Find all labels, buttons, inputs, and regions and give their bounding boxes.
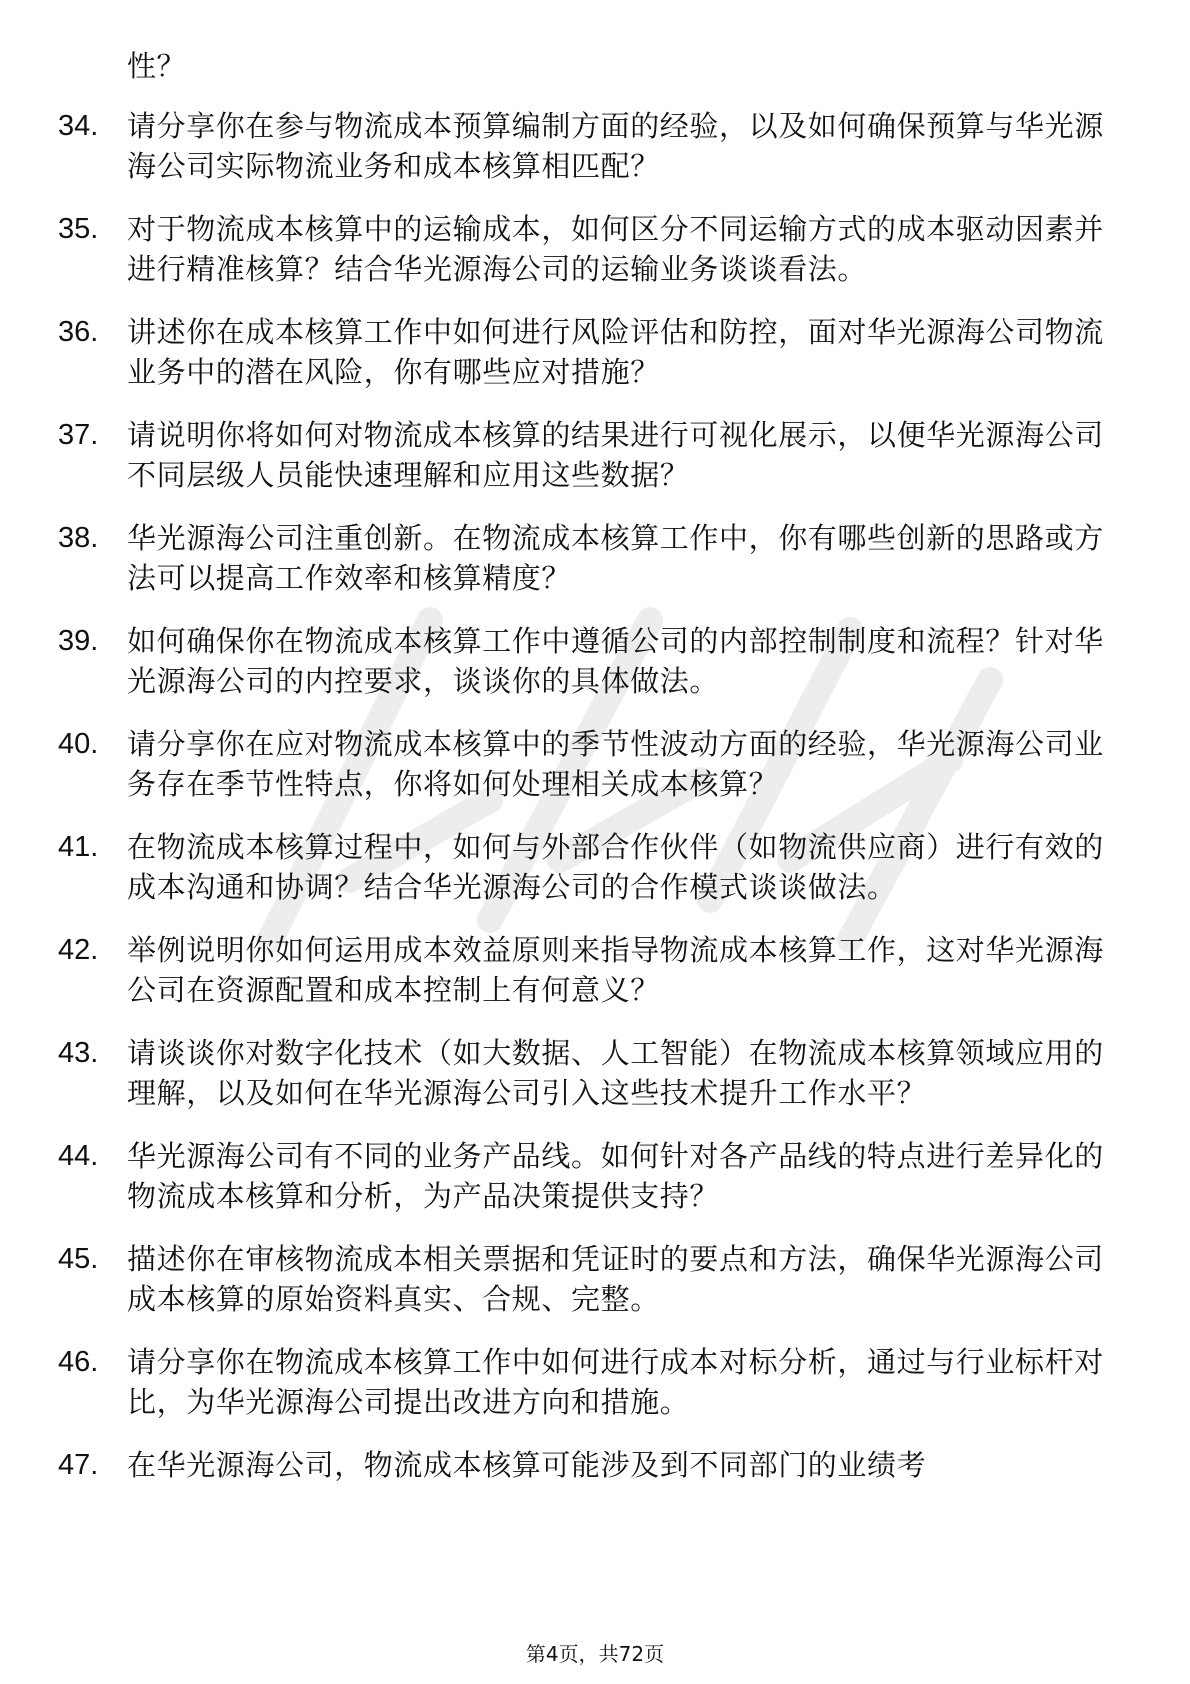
question-number: 34. <box>58 110 99 142</box>
question-item <box>58 1136 1138 1216</box>
question-item <box>58 724 1138 804</box>
question-item <box>58 106 1138 186</box>
question-number: 44. <box>58 1140 99 1172</box>
question-number: 35. <box>58 213 99 245</box>
question-text: 请分享你在参与物流成本预算编制方面的经验，以及如何确保预算与华光源海公司实际物流业务和成本核算相匹配？ <box>127 109 1104 183</box>
question-text: 在华光源海公司，物流成本核算可能涉及到不同部门的业绩考 <box>127 1448 927 1482</box>
question-item <box>58 930 1138 1010</box>
question-text: 讲述你在成本核算工作中如何进行风险评估和防控，面对华光源海公司物流业务中的潜在风险，你有哪些应对措施？ <box>127 315 1104 389</box>
question-number: 38. <box>58 522 99 554</box>
question-text: 请说明你将如何对物流成本核算的结果进行可视化展示，以便华光源海公司不同层级人员能快速理解和应用这些数据？ <box>127 418 1104 492</box>
question-number: 46. <box>58 1346 99 1378</box>
question-text: 华光源海公司注重创新。在物流成本核算工作中，你有哪些创新的思路或方法可以提高工作效率和核算精度？ <box>127 521 1104 595</box>
question-text: 请分享你在物流成本核算工作中如何进行成本对标分析，通过与行业标杆对比，为华光源海公司提出改进方向和措施。 <box>127 1345 1104 1419</box>
question-number: 47. <box>58 1449 99 1481</box>
question-number: 41. <box>58 831 99 863</box>
question-text: 如何确保你在物流成本核算工作中遵循公司的内部控制制度和流程？针对华光源海公司的内控要求，谈谈你的具体做法。 <box>127 624 1104 698</box>
question-item <box>58 415 1138 495</box>
question-number: 42. <box>58 934 99 966</box>
question-number: 37. <box>58 419 99 451</box>
question-number: 36. <box>58 316 99 348</box>
question-item <box>58 1445 1138 1485</box>
question-text: 在物流成本核算过程中，如何与外部合作伙伴（如物流供应商）进行有效的成本沟通和协调？结合华光源海公司的合作模式谈谈做法。 <box>127 830 1104 904</box>
question-text: 华光源海公司有不同的业务产品线。如何针对各产品线的特点进行差异化的物流成本核算和分析，为产品决策提供支持？ <box>127 1139 1104 1213</box>
question-item <box>58 621 1138 701</box>
question-text: 举例说明你如何运用成本效益原则来指导物流成本核算工作，这对华光源海公司在资源配置和成本控制上有何意义？ <box>127 933 1104 1007</box>
continuation-text: 性？ <box>127 49 187 83</box>
question-text: 对于物流成本核算中的运输成本，如何区分不同运输方式的成本驱动因素并进行精准核算？结合华光源海公司的运输业务谈谈看法。 <box>127 212 1104 286</box>
question-text: 请谈谈你对数字化技术（如大数据、人工智能）在物流成本核算领域应用的理解，以及如何在华光源海公司引入这些技术提升工作水平？ <box>127 1036 1104 1110</box>
question-number: 45. <box>58 1243 99 1275</box>
question-text: 描述你在审核物流成本相关票据和凭证时的要点和方法，确保华光源海公司成本核算的原始资料真实、合规、完整。 <box>127 1242 1104 1316</box>
question-item <box>58 1342 1138 1422</box>
question-number: 40. <box>58 728 99 760</box>
question-text: 请分享你在应对物流成本核算中的季节性波动方面的经验，华光源海公司业务存在季节性特点，你将如何处理相关成本核算？ <box>127 727 1104 801</box>
question-list <box>58 106 1138 1508</box>
question-item <box>58 312 1138 392</box>
question-item <box>58 518 1138 598</box>
question-number: 39. <box>58 625 99 657</box>
page-footer: 第4页，共72页 <box>525 1642 665 1666</box>
question-item <box>58 209 1138 289</box>
question-item <box>58 1239 1138 1319</box>
question-item <box>58 1033 1138 1113</box>
question-number: 43. <box>58 1037 99 1069</box>
question-item <box>58 827 1138 907</box>
